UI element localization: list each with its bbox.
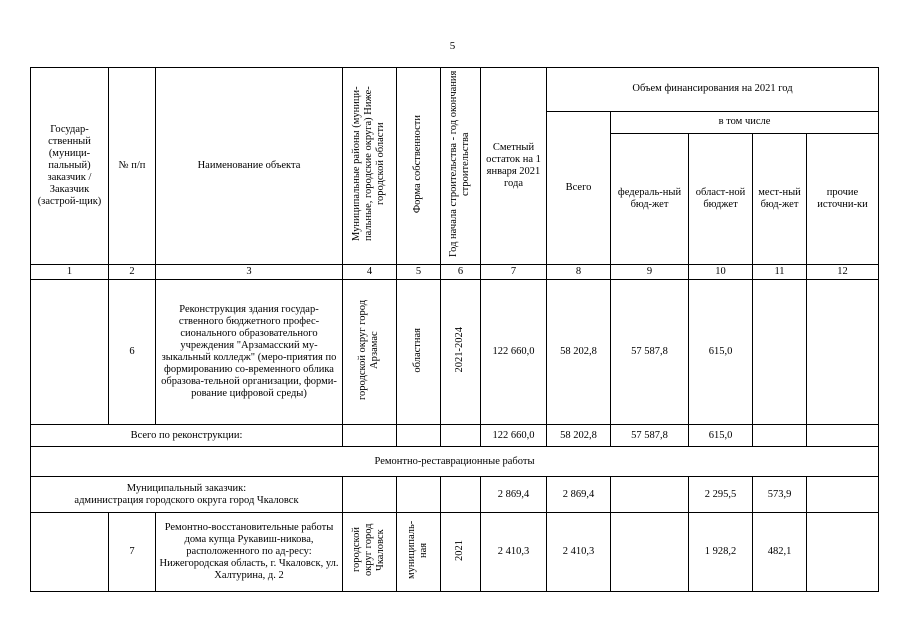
header-including: в том числе <box>611 112 879 134</box>
cell-district <box>343 513 397 592</box>
column-number: 1 <box>31 265 109 280</box>
cell-regional: 615,0 <box>689 280 753 425</box>
cell-federal <box>611 477 689 513</box>
header-district-cell <box>343 68 397 265</box>
header-financing-2021: Объем финансирования на 2021 год <box>547 68 879 112</box>
cell-other <box>807 425 879 447</box>
table-row-reconstruction-total <box>31 425 879 447</box>
column-number: 10 <box>689 265 753 280</box>
column-number: 4 <box>343 265 397 280</box>
column-number: 3 <box>156 265 343 280</box>
cell-total: 58 202,8 <box>547 425 611 447</box>
cell-federal: 57 587,8 <box>611 425 689 447</box>
cell-years <box>441 425 481 447</box>
customer-cell <box>31 477 343 513</box>
header-local: мест-ный бюд-жет <box>753 134 807 265</box>
financing-table <box>30 67 879 592</box>
cell-total: 2 410,3 <box>547 513 611 592</box>
table-row-customer <box>31 477 879 513</box>
cell-regional: 1 928,2 <box>689 513 753 592</box>
header-customer: Государ-ственный (муници-пальный) заказчик / Заказчик (застрой-щик) <box>31 68 109 265</box>
cell-number: 6 <box>109 280 156 425</box>
years-text: 2021 <box>454 539 466 561</box>
header-number: № п/п <box>109 68 156 265</box>
column-number: 2 <box>109 265 156 280</box>
column-number: 8 <box>547 265 611 280</box>
header-federal: федераль-ный бюд-жет <box>611 134 689 265</box>
header-other: прочие источни-ки <box>807 134 879 265</box>
cell-local <box>753 280 807 425</box>
column-numbers-row <box>31 265 879 280</box>
column-number: 7 <box>481 265 547 280</box>
district-text: городской округ город Чкаловск <box>351 523 387 577</box>
cell-remainder: 122 660,0 <box>481 280 547 425</box>
cell-district <box>343 425 397 447</box>
page-number: 5 <box>449 40 456 52</box>
cell-years <box>441 477 481 513</box>
header-total: Всего <box>547 112 611 265</box>
cell-local: 573,9 <box>753 477 807 513</box>
column-number: 9 <box>611 265 689 280</box>
district-text: городской округ город Арзамас <box>357 300 381 401</box>
cell-other <box>807 280 879 425</box>
cell-federal: 57 587,8 <box>611 280 689 425</box>
header-regional: област-ной бюджет <box>689 134 753 265</box>
cell-other <box>807 513 879 592</box>
cell-district <box>343 280 397 425</box>
cell-remainder: 2 869,4 <box>481 477 547 513</box>
cell-ownership <box>397 425 441 447</box>
column-number: 12 <box>807 265 879 280</box>
cell-remainder: 122 660,0 <box>481 425 547 447</box>
column-number: 6 <box>441 265 481 280</box>
cell-regional: 615,0 <box>689 425 753 447</box>
cell-customer <box>31 513 109 592</box>
column-number: 11 <box>753 265 807 280</box>
reconstruction-total-label: Всего по реконструкции: <box>31 425 343 447</box>
table-row-item-7 <box>31 513 879 592</box>
ownership-text: муниципаль-ная <box>406 520 430 580</box>
header-estimated-remainder: Сметный остаток на 1 января 2021 года <box>481 68 547 265</box>
header-years-cell <box>441 68 481 265</box>
header-object-name: Наименование объекта <box>156 68 343 265</box>
cell-customer <box>31 280 109 425</box>
cell-years <box>441 513 481 592</box>
table-row-item-6 <box>31 280 879 425</box>
years-text: 2021-2024 <box>454 327 466 373</box>
ownership-text: областная <box>412 327 424 373</box>
header-district: Муниципальные районы (муници-пальные, городские округа) Ниже-городской области <box>351 86 387 242</box>
cell-object-name: Реконструкция здания государ-ственного бюджетного профес-сионального образовательного учреждения "Арзамасский му-зыкальный колледж" (меро-приятия по формированию со-временного облика образова-тельной организации, форми-рование цифровой среды) <box>156 280 343 425</box>
cell-ownership <box>397 513 441 592</box>
cell-remainder: 2 410,3 <box>481 513 547 592</box>
cell-district <box>343 477 397 513</box>
header-ownership-cell <box>397 68 441 265</box>
cell-total: 2 869,4 <box>547 477 611 513</box>
customer-label: Муниципальный заказчик: <box>126 482 247 494</box>
table-row-section <box>31 447 879 477</box>
header-ownership: Форма собственности <box>412 114 424 214</box>
cell-object-name: Ремонтно-восстановительные работы дома купца Рукавиш-никова, расположенного по ад-ресу: Нижегородская область, г. Чкаловск, ул. Халтурина, д. 2 <box>156 513 343 592</box>
cell-total: 58 202,8 <box>547 280 611 425</box>
cell-years <box>441 280 481 425</box>
column-number: 5 <box>397 265 441 280</box>
cell-federal <box>611 513 689 592</box>
cell-ownership <box>397 477 441 513</box>
cell-regional: 2 295,5 <box>689 477 753 513</box>
cell-ownership <box>397 280 441 425</box>
cell-other <box>807 477 879 513</box>
header-years: Год начала строительства - год окончания строительства <box>448 70 472 258</box>
cell-number: 7 <box>109 513 156 592</box>
cell-local: 482,1 <box>753 513 807 592</box>
section-title: Ремонтно-реставрационные работы <box>31 447 879 477</box>
cell-local <box>753 425 807 447</box>
customer-name: администрация городского округа город Чкаловск <box>74 494 299 506</box>
